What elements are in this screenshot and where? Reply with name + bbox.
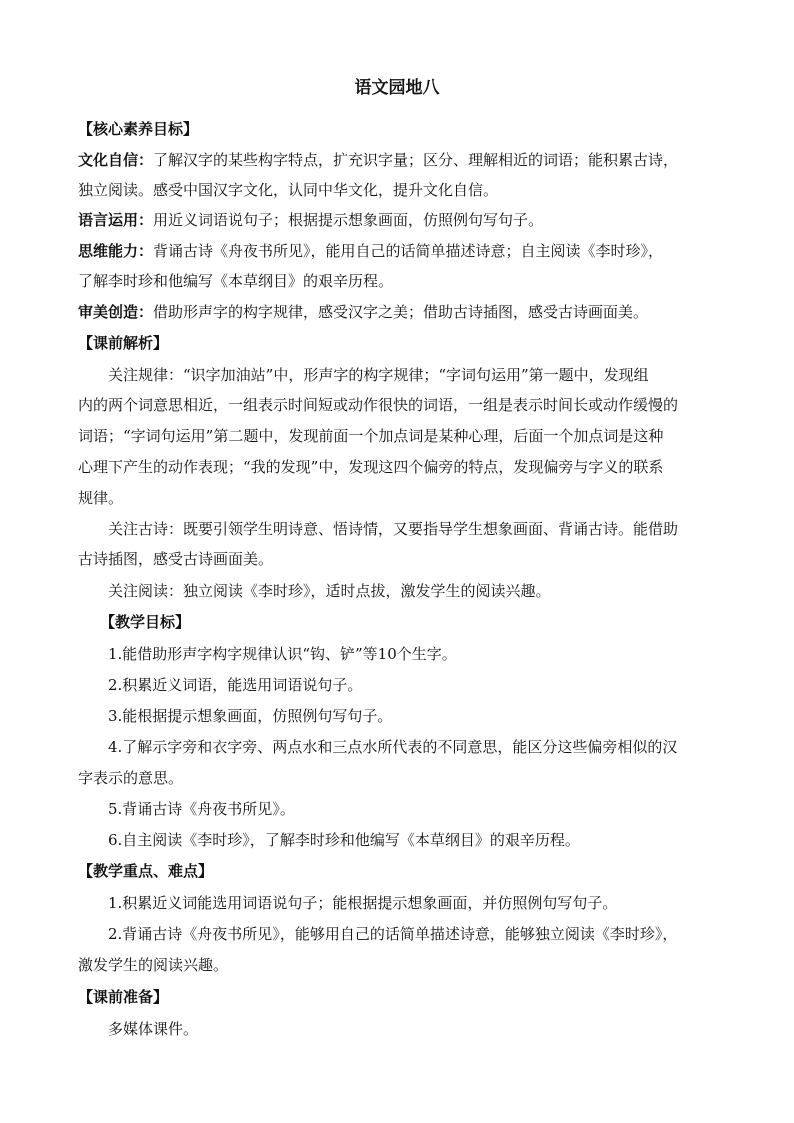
prep-text: 多媒体课件。 <box>108 1020 199 1038</box>
section-heading-prep: 【课前准备】 <box>78 988 169 1006</box>
core-aesthetic-line <box>78 301 718 323</box>
analysis-p2-line-1: 关注古诗：既要引领学生明诗意、悟诗情，又要指导学生想象画面、背诵古诗。能借助 <box>108 520 679 538</box>
analysis-p1-line-4: 心理下产生的动作表现；“我的发现”中，发现这四个偏旁的特点，发现偏旁与字义的联系 <box>78 458 664 476</box>
keypoint-item-1: 1.积累近义词能选用词语说句子；能根据提示想象画面，并仿照例句写句子。 <box>108 894 618 912</box>
core-culture-label: 文化自信： <box>78 151 154 169</box>
core-language-text: 用近义词语说句子；根据提示想象画面，仿照例句写句子。 <box>153 211 544 229</box>
goal-item-4-line-2: 字表示的意思。 <box>78 769 184 787</box>
section-heading-core: 【核心素养目标】 <box>78 120 199 138</box>
core-culture-text: 了解汉字的某些构字特点，扩充识字量；区分、理解相近的词语；能积累古诗， <box>153 151 679 169</box>
page-title: 语文园地八 <box>354 78 440 98</box>
core-thinking-text: 背诵古诗《舟夜书所见》，能用自己的话简单描述诗意；自主阅读《李时珍》， <box>153 242 664 260</box>
analysis-p1-line-3: 词语；“字词句运用”第二题中，发现前面一个加点词是某种心理，后面一个加点词是这种 <box>78 427 664 445</box>
keypoint-item-2-line-2: 激发学生的阅读兴趣。 <box>78 956 229 974</box>
core-aesthetic-text: 借助形声字的构字规律，感受汉字之美；借助古诗插图，感受古诗画面美。 <box>153 303 649 321</box>
goal-item-4-line-1: 4.了解示字旁和衣字旁、两点水和三点水所代表的不同意思，能区分这些偏旁相似的汉 <box>108 738 678 756</box>
core-culture-line-1 <box>78 149 718 171</box>
core-aesthetic-label: 审美创造： <box>78 303 154 321</box>
goal-item-2: 2.积累近义词语，能选用词语说句子。 <box>108 676 363 694</box>
goal-item-5: 5.背诵古诗《舟夜书所见》。 <box>108 800 295 818</box>
core-culture-line-2: 独立阅读。感受中国汉字文化，认同中华文化，提升文化自信。 <box>78 181 499 199</box>
analysis-p1-line-2: 内的两个词意思相近，一组表示时间短或动作很快的词语，一组是表示时间长或动作缓慢的 <box>78 396 679 414</box>
core-thinking-label: 思维能力： <box>78 242 154 260</box>
core-thinking-line-2: 了解李时珍和他编写《本草纲目》的艰辛历程。 <box>78 272 394 290</box>
analysis-p1-line-1: 关注规律：“识字加油站”中，形声字的构字规律；“字词句运用”第一题中，发现组 <box>108 366 649 384</box>
section-heading-keypoints: 【教学重点、难点】 <box>78 862 214 880</box>
goal-item-6: 6.自主阅读《李时珍》，了解李时珍和他编写《本草纲目》的艰辛历程。 <box>108 831 580 849</box>
goal-item-1: 1.能借助形声字构字规律认识“钩、铲”等10个生字。 <box>108 645 457 663</box>
core-language-line <box>78 209 718 231</box>
core-thinking-line-1 <box>78 240 718 262</box>
keypoint-item-2-line-1: 2.背诵古诗《舟夜书所见》，能够用自己的话简单描述诗意，能够独立阅读《李时珍》， <box>108 925 678 943</box>
analysis-p3: 关注阅读：独立阅读《李时珍》，适时点拔，激发学生的阅读兴趣。 <box>108 582 551 600</box>
section-heading-goals: 【教学目标】 <box>100 613 191 631</box>
core-language-label: 语言运用： <box>78 211 154 229</box>
section-heading-analysis: 【课前解析】 <box>78 334 169 352</box>
analysis-p2-line-2: 古诗插图，感受古诗画面美。 <box>78 550 274 568</box>
analysis-p1-line-5: 规律。 <box>78 489 124 507</box>
goal-item-3: 3.能根据提示想象画面，仿照例句写句子。 <box>108 707 393 725</box>
